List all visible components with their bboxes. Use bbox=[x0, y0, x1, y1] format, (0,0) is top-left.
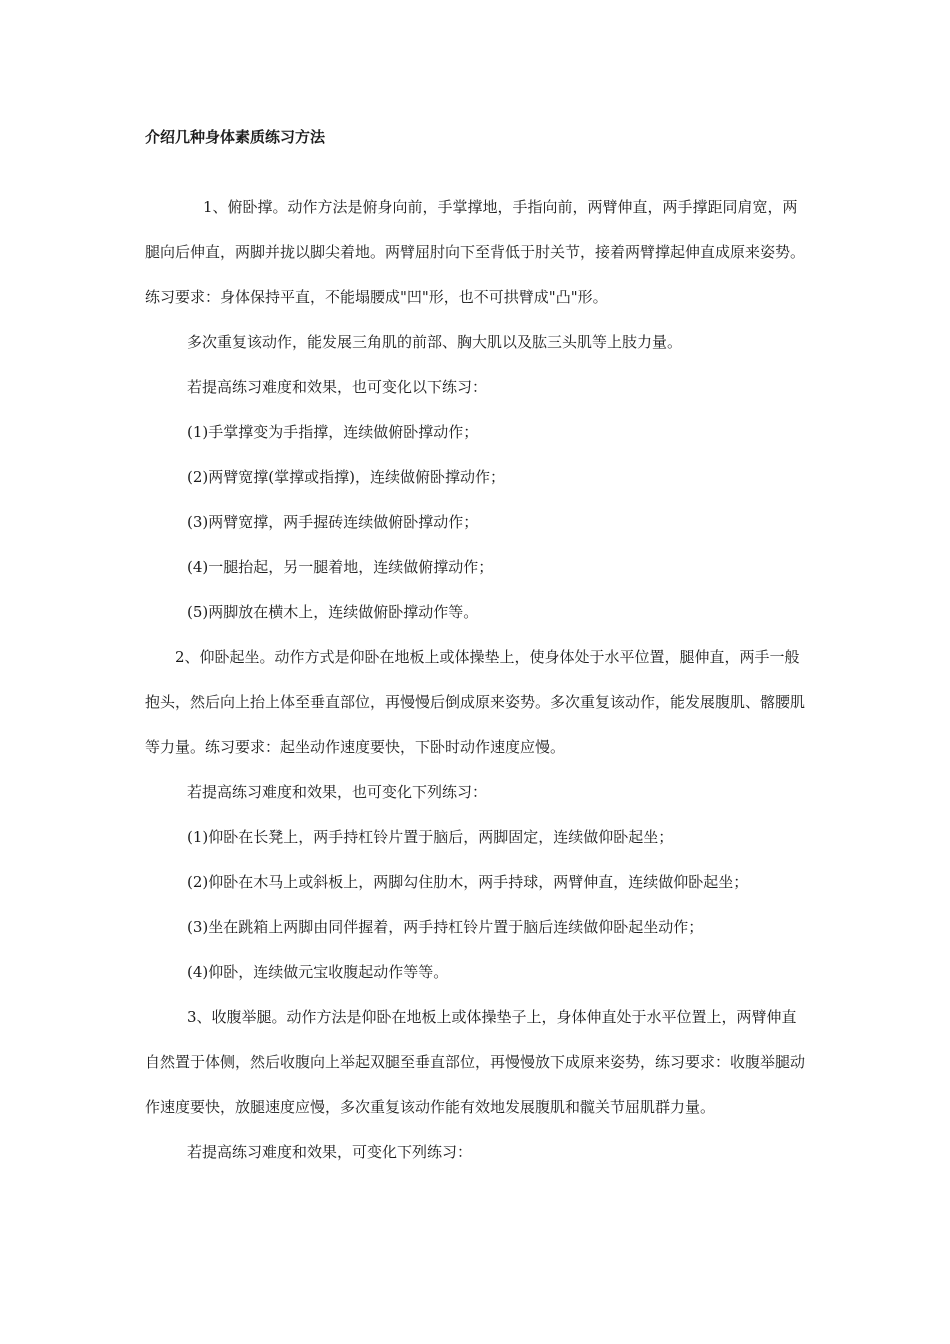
list-item: (3)两臂宽撑，两手握砖连续做俯卧撑动作； bbox=[187, 513, 479, 531]
list-item: (2)仰卧在木马上或斜板上，两脚勾住肋木，两手持球，两臂伸直，连续做仰卧起坐； bbox=[187, 873, 749, 891]
list-item: (3)坐在跳箱上两脚由同伴握着，两手持杠铃片置于脑后连续做仰卧起坐动作； bbox=[187, 918, 704, 936]
list-item: (2)两臂宽撑(掌撑或指撑)，连续做俯卧撑动作； bbox=[187, 468, 505, 486]
paragraph-pushup: 1、俯卧撑。动作方法是俯身向前，手掌撑地，手指向前，两臂伸直，两手撑距同肩宽，两腿向后伸直，两脚并拢以脚尖着地。两臂屈肘向下至背低于肘关节，接着两臂撑起伸直成原来姿势。练习要求：身体保持平直，不能塌腰成"凹"形，也不可拱臂成"凸"形。 bbox=[145, 198, 806, 306]
paragraph-situp: 2、仰卧起坐。动作方式是仰卧在地板上或体操垫上，使身体处于水平位置，腿伸直，两手一般抱头，然后向上抬上体至垂直部位，再慢慢后倒成原来姿势。多次重复该动作，能发展腹肌、髂腰肌等力量。练习要求：起坐动作速度要快，下卧时动作速度应慢。 bbox=[145, 648, 806, 756]
paragraph-leg-raise: 3、收腹举腿。动作方法是仰卧在地板上或体操垫子上，身体伸直处于水平位置上，两臂伸直自然置于体侧，然后收腹向上举起双腿至垂直部位，再慢慢放下成原来姿势，练习要求：收腹举腿动作速度要快，放腿速度应慢，多次重复该动作能有效地发展腹肌和髋关节屈肌群力量。 bbox=[145, 1008, 806, 1116]
list-item: (4)一腿抬起，另一腿着地，连续做俯撑动作； bbox=[187, 558, 494, 576]
paragraph-leg-raise-variations-intro: 若提高练习难度和效果，可变化下列练习： bbox=[187, 1143, 473, 1161]
document-title: 介绍几种身体素质练习方法 bbox=[145, 128, 326, 146]
list-item: (5)两脚放在横木上，连续做俯卧撑动作等。 bbox=[187, 603, 479, 621]
paragraph-pushup-variations-intro: 若提高练习难度和效果，也可变化以下练习： bbox=[187, 378, 488, 396]
paragraph-pushup-benefit: 多次重复该动作，能发展三角肌的前部、胸大肌以及肱三头肌等上肢力量。 bbox=[187, 333, 683, 351]
list-item: (4)仰卧，连续做元宝收腹起动作等等。 bbox=[187, 963, 449, 981]
list-item: (1)仰卧在长凳上，两手持杠铃片置于脑后，两脚固定，连续做仰卧起坐； bbox=[187, 828, 674, 846]
list-item: (1)手掌撑变为手指撑，连续做俯卧撑动作； bbox=[187, 423, 479, 441]
paragraph-situp-variations-intro: 若提高练习难度和效果，也可变化下列练习： bbox=[187, 783, 488, 801]
document-body bbox=[145, 185, 810, 1175]
